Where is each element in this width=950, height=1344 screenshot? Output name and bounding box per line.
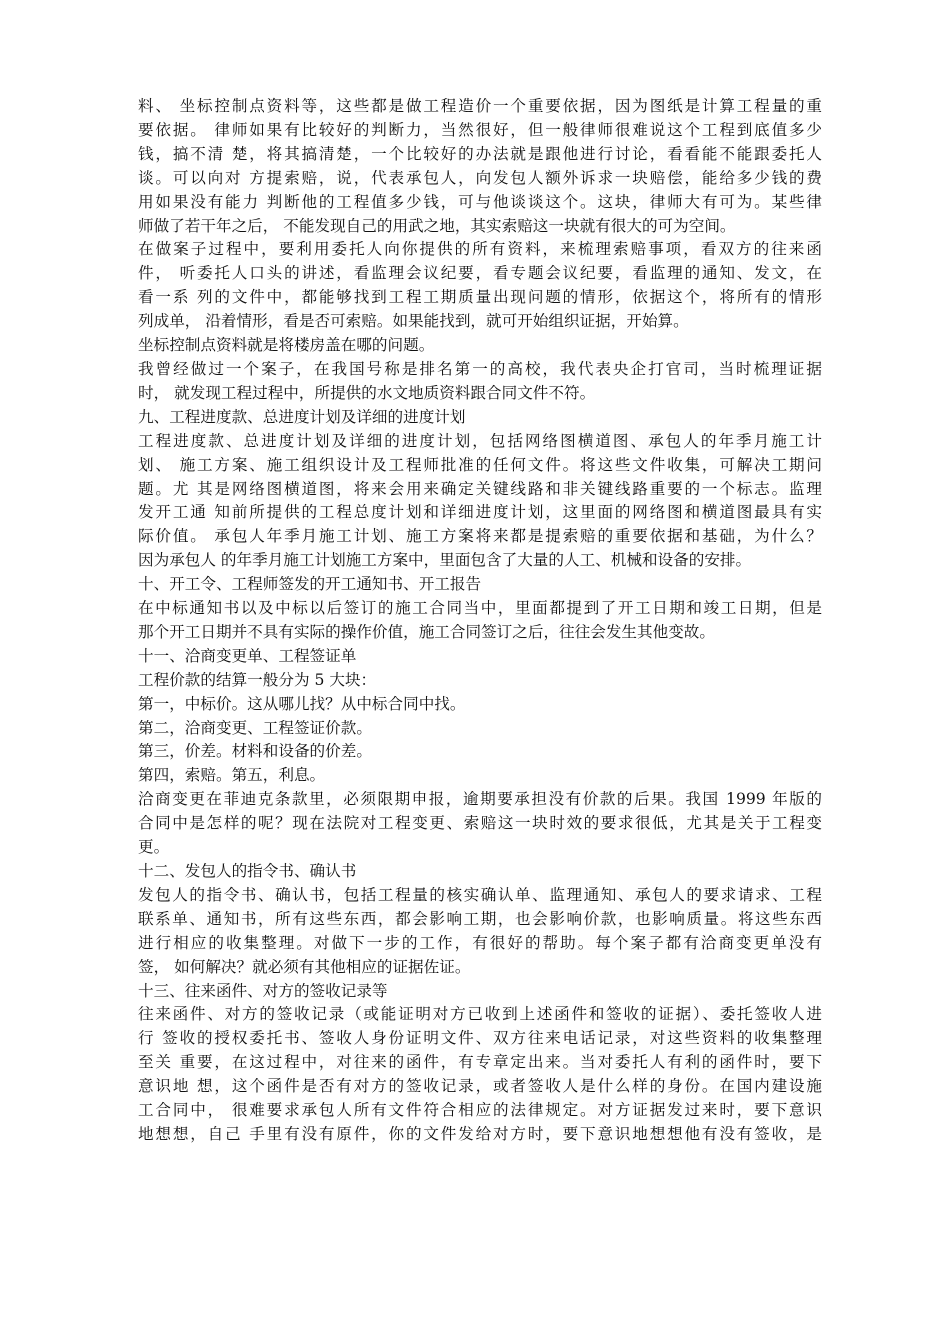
text-line: 划、 施工方案、施工组织设计及工程师批准的任何文件。将这些文件收集，可解决工期问 (138, 455, 822, 474)
text-line: 题。尤 其是网络图横道图，将来会用来确定关键线路和非关键线路重要的一个标志。监理 (138, 479, 822, 498)
section-heading: 十一、洽商变更单、工程签证单 (138, 646, 357, 665)
section-heading: 十三、往来函件、对方的签收记录等 (138, 981, 388, 1000)
text-line: 我曾经做过一个案子，在我国号称是排名第一的高校，我代表央企打官司，当时梳理证据 (138, 359, 822, 378)
section-heading: 九、工程进度款、总进度计划及详细的进度计划 (138, 407, 466, 426)
text-line: 工程价款的结算一般分为 5 大块： (138, 670, 377, 689)
text-line: 钱，搞不清 楚，将其搞清楚，一个比较好的办法就是跟他进行讨论，看看能不能跟委托人 (138, 144, 822, 163)
text-line: 件， 听委托人口头的讲述，看监理会议纪要，看专题会议纪要，看监理的通知、发文，在 (138, 264, 822, 283)
text-line: 用如果没有能力 判断他的工程值多少钱，可与他谈谈这个。这块，律师大有可为。某些律 (138, 192, 822, 211)
text-line: 发包人的指令书、确认书，包括工程量的核实确认单、监理通知、承包人的要求请求、工程 (138, 885, 822, 904)
text-line: 往来函件、对方的签收记录（或能证明对方已收到上述函件和签收的证据）、委托签收人进 (138, 1005, 822, 1024)
text-line: 际价值。 承包人年季月施工计划、施工方案将来都是提索赔的重要依据和基础，为什么？ (138, 527, 822, 546)
text-line: 列成单， 沿着情形，看是否可索赔。如果能找到，就可开始组织证据，开始算。 (138, 312, 689, 331)
text-line: 坐标控制点资料就是将楼房盖在哪的问题。 (138, 336, 435, 355)
text-line: 在中标通知书以及中标以后签订的施工合同当中，里面都提到了开工日期和竣工日期，但是 (138, 599, 822, 618)
text-line: 地想想，自己 手里有没有原件，你的文件发给对方时，要下意识地想想他有没有签收，是 (138, 1124, 822, 1143)
document-body (138, 95, 822, 1147)
text-line: 工合同中， 很难要求承包人所有文件符合相应的法律规定。对方证据发过来时，要下意识 (138, 1101, 822, 1120)
text-line: 联系单、通知书，所有这些东西，都会影响工期，也会影响价款，也影响质量。将这些东西 (138, 909, 822, 928)
text-line: 第三，价差。材料和设备的价差。 (138, 742, 372, 761)
text-line: 师做了若干年之后， 不能发现自己的用武之地，其实索赔这一块就有很大的可为空间。 (138, 216, 736, 235)
text-line: 时， 就发现工程过程中，所提供的水文地质资料跟合同文件不符。 (138, 383, 596, 402)
text-line: 更。 (138, 838, 170, 857)
text-line: 行 签收的授权委托书、签收人身份证明文件、双方往来电话记录，对这些资料的收集整理 (138, 1029, 822, 1048)
text-line: 料、 坐标控制点资料等，这些都是做工程造价一个重要依据，因为图纸是计算工程量的重 (138, 97, 822, 115)
text-line: 工程进度款、总进度计划及详细的进度计划，包括网络图横道图、承包人的年季月施工计 (138, 431, 822, 450)
text-line: 看一系 列的文件中，都能够找到工程工期质量出现问题的情形，依据这个，将所有的情形 (138, 288, 822, 307)
section-heading: 十、开工令、工程师签发的开工通知书、开工报告 (138, 575, 482, 594)
text-line: 谈。可以向对 方提索赔，说，代表承包人，向发包人额外诉求一块赔偿，能给多少钱的费 (138, 168, 822, 187)
text-line: 第一，中标价。这从哪儿找？从中标合同中找。 (138, 694, 466, 713)
text-line: 要依据。 律师如果有比较好的判断力，当然很好，但一般律师很难说这个工程到底值多少 (138, 120, 822, 139)
text-line: 那个开工日期并不具有实际的操作价值，施工合同签订之后，往往会发生其他变故。 (138, 622, 715, 641)
text-line: 第四，索赔。第五，利息。 (138, 766, 326, 785)
text-line: 第二，洽商变更、工程签证价款。 (138, 718, 372, 737)
text-line: 合同中是怎样的呢？现在法院对工程变更、索赔这一块时效的要求很低，尤其是关于工程变 (138, 814, 822, 833)
text-line: 因为承包人 的年季月施工计划施工方案中，里面包含了大量的人工、机械和设备的安排。 (138, 551, 752, 570)
text-line: 进行相应的收集整理。对做下一步的工作，有很好的帮助。每个案子都有洽商变更单没有 (138, 933, 822, 952)
text-line: 在做案子过程中，要利用委托人向你提供的所有资料，来梳理索赔事项，看双方的往来函 (138, 240, 822, 259)
text-line: 意识地 想，这个函件是否有对方的签收记录，或者签收人是什么样的身份。在国内建设施 (138, 1077, 822, 1096)
text-line: 洽商变更在菲迪克条款里，必须限期申报，逾期要承担没有价款的后果。我国 1999 年版的 (138, 790, 822, 809)
text-line: 发开工通 知前所提供的工程总度计划和详细进度计划，这里面的网络图和横道图最具有实 (138, 503, 822, 522)
text-line: 签， 如何解决？就必须有其他相应的证据佐证。 (138, 957, 471, 976)
section-heading: 十二、发包人的指令书、确认书 (138, 862, 357, 880)
text-line: 至关 重要，在这过程中，对往来的函件，有专章定出来。当对委托人有利的函件时，要下 (138, 1053, 822, 1072)
